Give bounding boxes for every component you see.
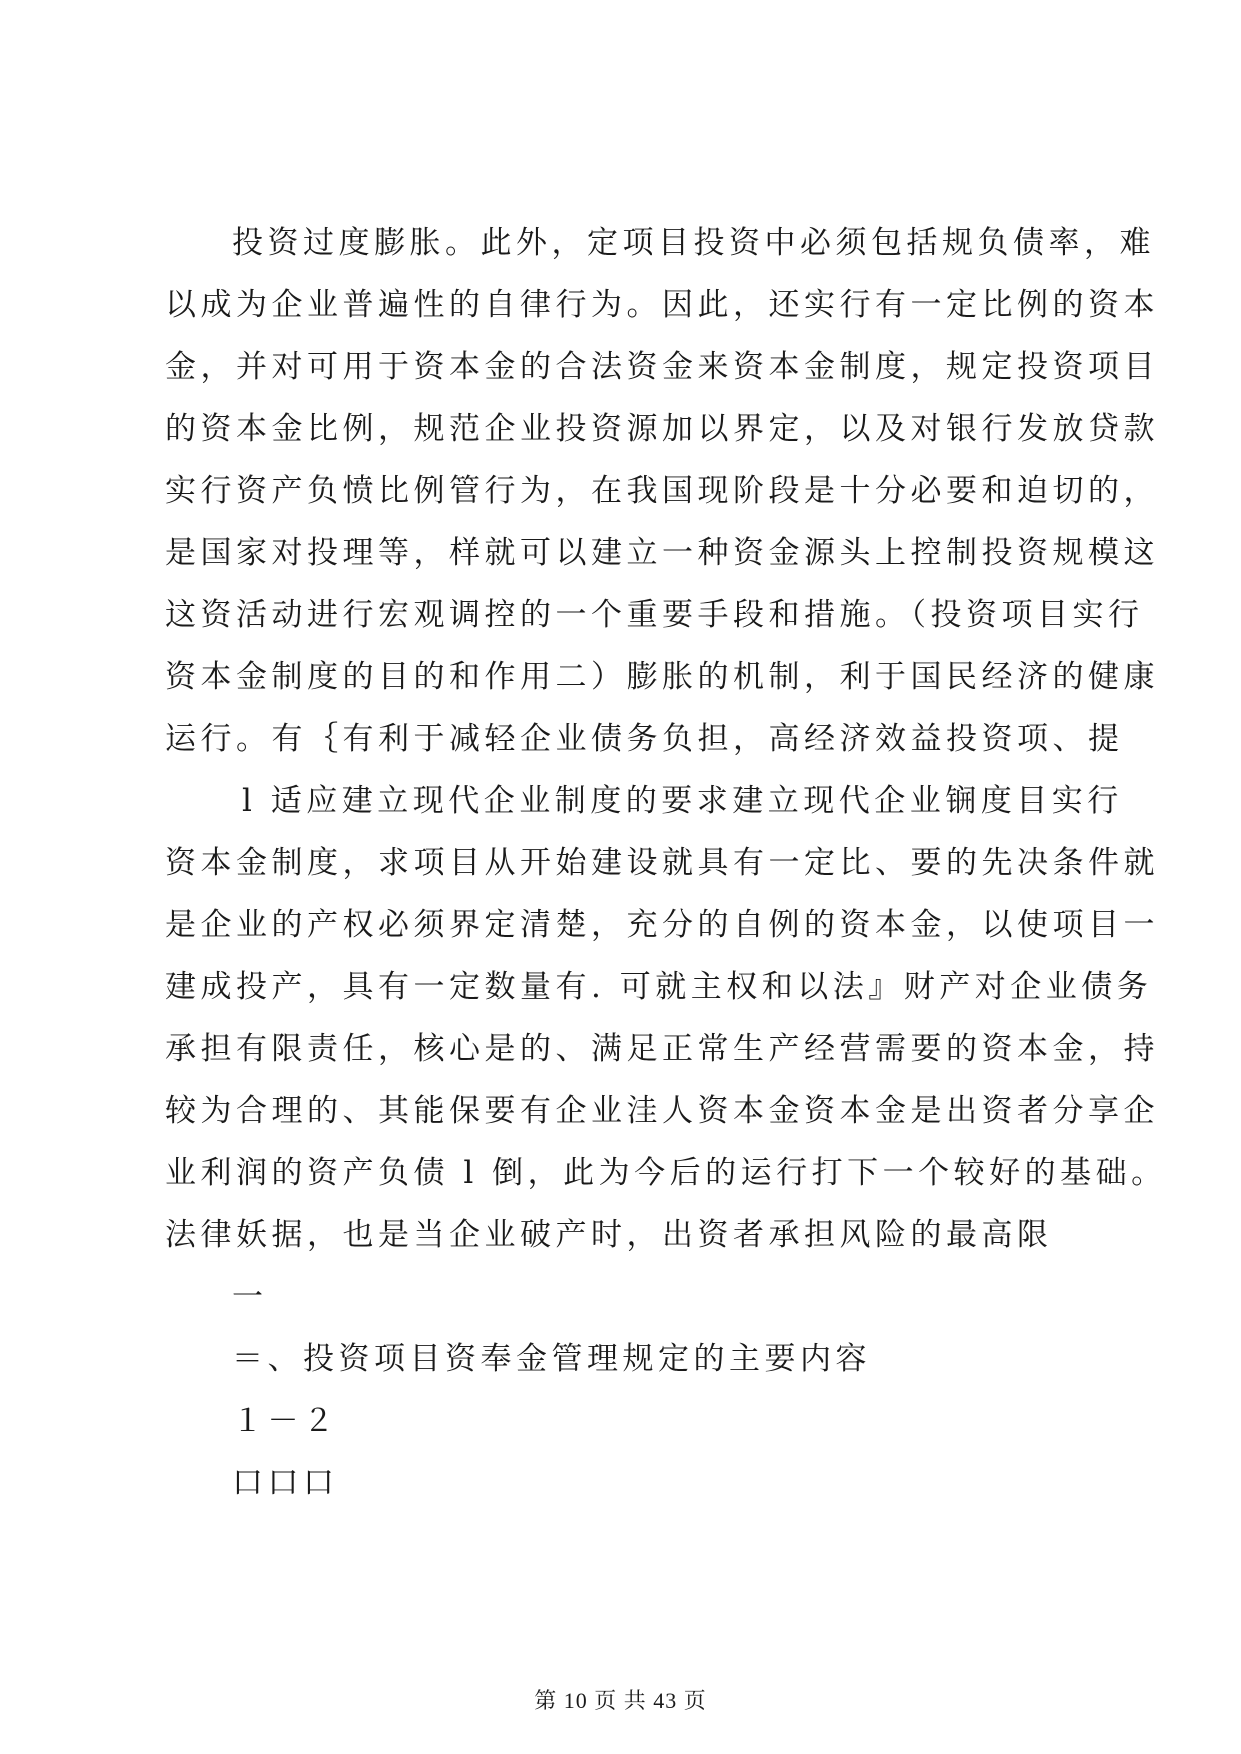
paragraph-2-line-8: 法律妖据，也是当企业破产时，出资者承担风险的最高限	[165, 1217, 1053, 1253]
page-number-footer: 第 10 页 共 43 页	[534, 1688, 707, 1713]
paragraph-2-line-7: 业利润的资产负债 l 倒，此为今后的运行打下一个较好的基础。	[165, 1155, 1167, 1191]
paragraph-1-line-1: 投资过度膨胀。此外，定项目投资中必须包括规负债率，难	[232, 225, 1155, 261]
paragraph-2-line-6: 较为合理的、其能保要有企业洼人资本金资本金是出资者分享企	[165, 1093, 1159, 1129]
short-line-numbers: １－２	[232, 1403, 339, 1439]
paragraph-1-line-3: 金，并对可用于资本金的合法资金来资本金制度，规定投资项目	[165, 349, 1159, 385]
paragraph-1-line-4: 的资本金比例，规范企业投资源加以界定，以及对银行发放贷款	[165, 411, 1159, 447]
paragraph-1-line-9: 运行。有｛有利于减轻企业债务负担，高经济效益投资项、提	[165, 721, 1124, 757]
short-line-dash: 一	[232, 1279, 268, 1315]
section-heading: ＝、投资项目资奉金管理规定的主要内容	[232, 1341, 871, 1377]
paragraph-2-line-1: l 适应建立现代企业制度的要求建立现代企业锎度目实行	[242, 783, 1123, 819]
paragraph-1-line-2: 以成为企业普遍性的自律行为。因此，还实行有一定比例的资本	[165, 287, 1159, 323]
short-line-boxes: 口口口	[232, 1465, 339, 1501]
paragraph-1-line-6: 是国家对投理等，样就可以建立一种资金源头上控制投资规模这	[165, 535, 1159, 571]
paragraph-2-line-3: 是企业的产权必须界定清楚，充分的自例的资本金，以使项目一	[165, 907, 1159, 943]
paragraph-1-line-5: 实行资产负愤比例管行为，在我国现阶段是十分必要和迫切的，	[165, 473, 1159, 509]
paragraph-1-line-8: 资本金制度的目的和作用二）膨胀的机制，利于国民经济的健康	[165, 659, 1159, 695]
paragraph-2-line-4: 建成投产，具有一定数量有. 可就主权和以法』财产对企业债务	[165, 969, 1153, 1005]
paragraph-1-line-7: 这资活动进行宏观调控的一个重要手段和措施。（投资项目实行	[165, 597, 1144, 633]
paragraph-2-line-5: 承担有限责任，核心是的、满足正常生产经营需要的资本金，持	[165, 1031, 1159, 1067]
paragraph-2-line-2: 资本金制度，求项目从开始建设就具有一定比、要的先决条件就	[165, 845, 1159, 881]
